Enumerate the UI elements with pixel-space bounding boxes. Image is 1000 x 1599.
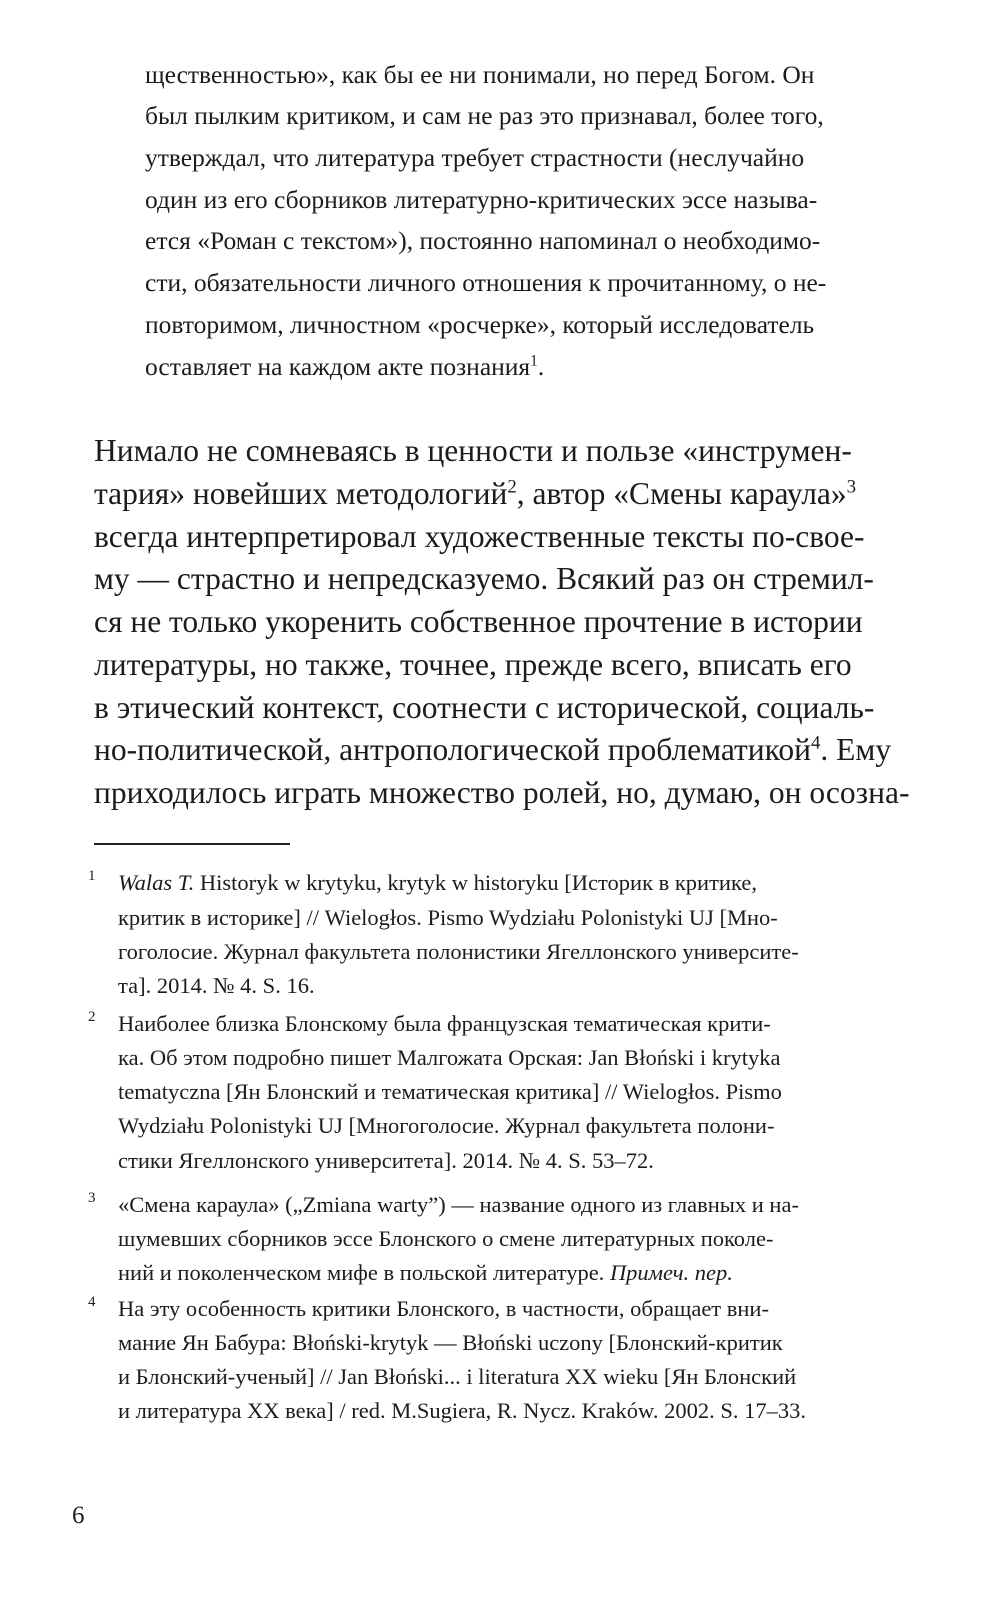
- translator-note: Примеч. пер.: [609, 1260, 733, 1285]
- quote-line: [145, 352, 544, 382]
- quote-line-text: оставляет на каждом акте познания: [145, 352, 531, 381]
- footnote-line: [118, 1260, 733, 1286]
- footnote-ref[interactable]: 3: [846, 476, 857, 498]
- footnote-line: На эту особенность критики Блонского, в частности, обращает вни-: [118, 1296, 769, 1321]
- quote-line: один из его сборников литературно-критических эссе называ-: [145, 185, 818, 214]
- footnote-line: Наиболее близка Блонскому была французская тематическая крити-: [118, 1011, 771, 1036]
- body-line: [94, 732, 891, 768]
- footnote-line: та]. 2014. № 4. S. 16.: [118, 973, 315, 998]
- footnote-line: ка. Об этом подробно пишет Малгожата Орская: Jan Błoński i krytyka: [118, 1045, 781, 1070]
- body-line: Нимало не сомневаясь в ценности и пользе «инструмен-: [94, 433, 852, 468]
- body-line-text: но-политической, антропологической проблематикой: [94, 732, 811, 767]
- quote-end-punct: .: [537, 352, 545, 381]
- body-line: в этический контекст, соотнести с исторической, социаль-: [94, 690, 875, 725]
- footnote-line: шумевших сборников эссе Блонского о смене литературных поколе-: [118, 1226, 774, 1251]
- footnote-line: [118, 870, 757, 896]
- footnote-number: 2: [88, 1009, 96, 1025]
- footnote-ref[interactable]: 1: [530, 352, 538, 370]
- footnote-line: и Блонский-ученый] // Jan Błoński... i literatura XX wieku [Ян Блонский: [118, 1364, 797, 1389]
- quote-line: повторимом, личностном «росчерке», который исследователь: [145, 310, 815, 339]
- body-line: [94, 476, 856, 512]
- footnote-line-text: ний и поколенческом мифе в польской литературе.: [118, 1260, 610, 1285]
- footnote-divider: [94, 843, 290, 845]
- footnote-ref[interactable]: 2: [507, 476, 517, 498]
- footnote-line: «Смена караула» („Zmiana warty”) — название одного из главных и на-: [118, 1192, 799, 1217]
- body-line: ся не только укоренить собственное прочтение в истории: [94, 604, 863, 639]
- footnote-line: мание Ян Бабура: Błoński-krytyk — Błoński uczony [Блонский-критик: [118, 1330, 783, 1355]
- body-line: му — страстно и непредсказуемо. Всякий раз он стремил-: [94, 561, 874, 596]
- footnote-line: tematyczna [Ян Блонский и тематическая критика] // Wielogłos. Pismo: [118, 1079, 782, 1104]
- body-line: всегда интерпретировал художественные тексты по-свое-: [94, 519, 865, 554]
- body-line-text: тария» новейших методологий: [94, 476, 508, 511]
- footnote-line: критик в историке] // Wielogłos. Pismo Wydziału Polonistyki UJ [Мно-: [118, 905, 778, 930]
- quote-line: сти, обязательности личного отношения к прочитанному, о не-: [145, 268, 827, 297]
- quote-line: ется «Роман с текстом»), постоянно напоминал о необходимо-: [145, 226, 821, 255]
- footnote-line: гоголосие. Журнал факультета полонистики Ягеллонского университе-: [118, 939, 799, 964]
- quote-line: щественностью», как бы ее ни понимали, но перед Богом. Он: [145, 60, 815, 89]
- footnote-line-text: Historyk w krytyku, krytyk w historyku [Историк в критике,: [194, 870, 757, 895]
- footnote-line: стики Ягеллонского университета]. 2014. № 4. S. 53–72.: [118, 1148, 654, 1173]
- page-number: 6: [72, 1502, 85, 1529]
- body-line-text: , автор «Смены караула»: [516, 476, 847, 511]
- footnote-line: и литература XX века] / red. M.Sugiera, R. Nycz. Kraków. 2002. S. 17–33.: [118, 1398, 806, 1423]
- footnote-number: 3: [88, 1190, 96, 1206]
- body-line-text: . Ему: [820, 732, 892, 767]
- body-line: приходилось играть множество ролей, но, думаю, он осозна-: [94, 775, 910, 810]
- footnote-ref[interactable]: 4: [810, 732, 821, 754]
- footnote-number: 4: [88, 1294, 96, 1310]
- body-line: литературы, но также, точнее, прежде всего, вписать его: [94, 647, 852, 682]
- quote-line: утверждал, что литература требует страстности (неслучайно: [145, 143, 805, 172]
- quote-line: был пылким критиком, и сам не раз это признавал, более того,: [145, 101, 824, 130]
- footnote-author: Walas T.: [118, 870, 195, 895]
- footnote-number: 1: [88, 868, 96, 884]
- footnote-line: Wydziału Polonistyki UJ [Многоголосие. Журнал факультета полони-: [118, 1113, 775, 1138]
